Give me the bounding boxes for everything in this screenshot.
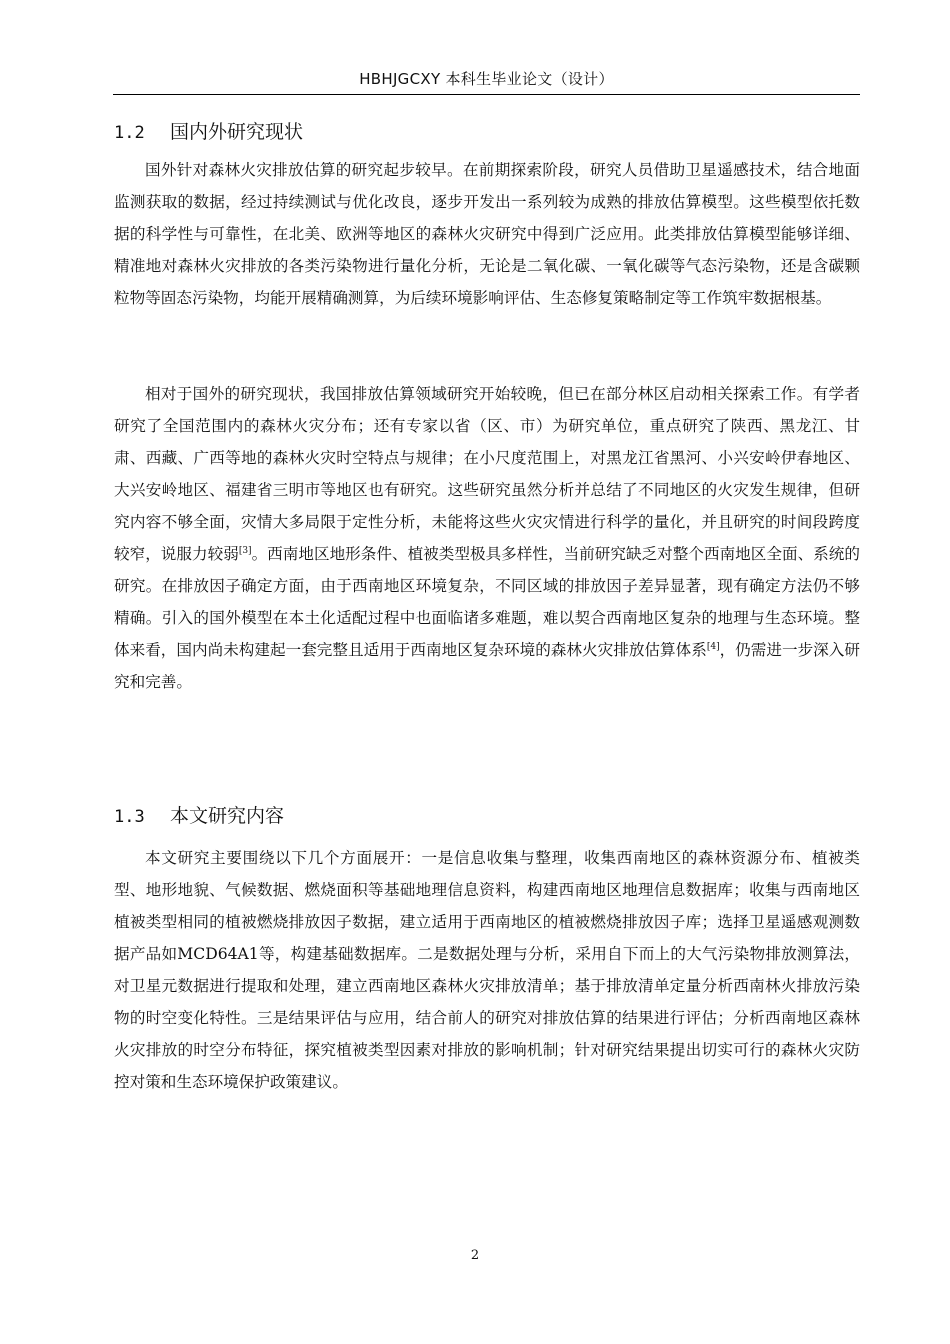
header-title: HBHJGCXY 本科生毕业论文（设计）: [359, 70, 614, 88]
section-number: 1.3: [114, 807, 145, 827]
paragraph-text: 。西南地区地形条件、植被类型极具多样性，当前研究缺乏对整个西南地区全面、系统的研究。在排放因子确定方面，由于西南地区环境复杂，不同区域的排放因子差异显著，现有确定方法仍不够精确。引入的国外模型在本土化适配过程中也面临诸多难题，难以契合西南地区复杂的地理与生态环境。整体来看，国内尚未构建起一套完整且适用于西南地区复杂环境的森林火灾排放估算体系: [114, 545, 860, 659]
citation-ref: [3]: [238, 545, 252, 556]
paragraph-text: ，仍需进一步深入研究和完善。: [114, 641, 860, 691]
citation-ref: [4]: [706, 641, 720, 652]
section-title: 国内外研究现状: [170, 121, 304, 143]
section-number: 1.2: [114, 123, 145, 143]
section-heading-1-2: [114, 118, 303, 147]
section-title: 本文研究内容: [170, 805, 285, 827]
paragraph-domestic-research: [114, 378, 860, 698]
section-heading-1-3: [114, 802, 284, 831]
paragraph-foreign-research: 国外针对森林火灾排放估算的研究起步较早。在前期探索阶段，研究人员借助卫星遥感技术，结合地面监测获取的数据，经过持续测试与优化改良，逐步开发出一系列较为成熟的排放估算模型。这些模型依托数据的科学性与可靠性，在北美、欧洲等地区的森林火灾研究中得到广泛应用。此类排放估算模型能够详细、精准地对森林火灾排放的各类污染物进行量化分析，无论是二氧化碳、一氧化碳等气态污染物，还是含碳颗粒物等固态污染物，均能开展精确测算，为后续环境影响评估、生态修复策略制定等工作筑牢数据根基。: [114, 161, 860, 307]
paragraph-text: 相对于国外的研究现状，我国排放估算领域研究开始较晚，但已在部分林区启动相关探索工作。有学者研究了全国范围内的森林火灾分布；还有专家以省（区、市）为研究单位，重点研究了陕西、黑龙江、甘肃、西藏、广西等地的森林火灾时空特点与规律；在小尺度范围上，对黑龙江省黑河、小兴安岭伊春地区、大兴安岭地区、福建省三明市等地区也有研究。这些研究虽然分析并总结了不同地区的火灾发生规律，但研究内容不够全面，灾情大多局限于定性分析，未能将这些火灾灾情进行科学的量化，并且研究的时间段跨度较窄，说服力较弱: [114, 385, 860, 563]
page-number: 2: [470, 1248, 480, 1263]
paragraph-research-content: 本文研究主要围绕以下几个方面展开：一是信息收集与整理，收集西南地区的森林资源分布、植被类型、地形地貌、气候数据、燃烧面积等基础地理信息资料，构建西南地区地理信息数据库；收集与西南地区植被类型相同的植被燃烧排放因子数据，建立适用于西南地区的植被燃烧排放因子库；选择卫星遥感观测数据产品如MCD64A1等，构建基础数据库。二是数据处理与分析，采用自下而上的大气污染物排放测算法，对卫星元数据进行提取和处理，建立西南地区森林火灾排放清单；基于排放清单定量分析西南林火排放污染物的时空变化特性。三是结果评估与应用，结合前人的研究对排放估算的结果进行评估；分析西南地区森林火灾排放的时空分布特征，探究植被类型因素对排放的影响机制；针对研究结果提出切实可行的森林火灾防控对策和生态环境保护政策建议。: [114, 849, 860, 1091]
page-header: [113, 66, 860, 95]
